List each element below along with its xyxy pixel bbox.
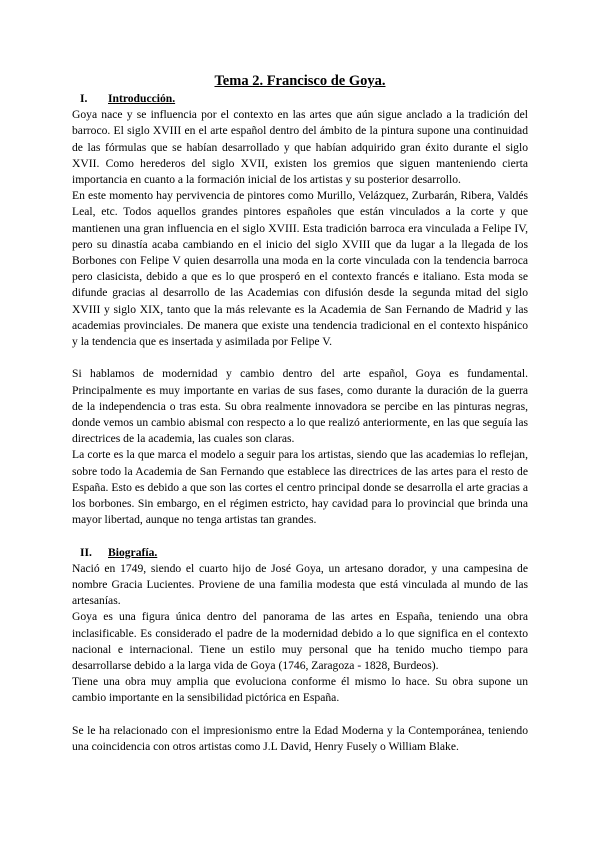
section-title: Biografía.	[108, 545, 158, 559]
paragraph: Nació en 1749, siendo el cuarto hijo de José Goya, un artesano dorador, y una campesina de nombre Gracia Lucientes. Proviene de una familia modesta que está vinculada al mundo de las artesanías.	[72, 561, 528, 608]
paragraph: Se le ha relacionado con el impresionismo entre la Edad Moderna y la Contemporánea, teniendo una coincidencia con otros artistas como J.L David, Henry Fusely o William Blake.	[72, 723, 528, 754]
section-title: Introducción.	[108, 92, 176, 105]
paragraph: Tiene una obra muy amplia que evoluciona conforme él mismo lo hace. Su obra supone un cambio importante en la sensibilidad pictórica en España.	[72, 675, 528, 705]
paragraph: En este momento hay pervivencia de pintores como Murillo, Velázquez, Zurbarán, Ribera, Valdés Leal, etc. Todos aquellos grandes pintores españoles que están vinculados a la corte y que mantienen una gran influencia en el siglo XVIII. Esta tradición barroca era vinculada a Felipe IV, pero su dinastía acaba cambiando en el inicio del siglo XVIII que da lugar a la llegada de los Borbones con Felipe V quien desarrolla una moda en la corte vinculada con la tendencia barroca pero clasicista, debido a que es lo que prosperó en el contexto francés e italiano. Esta moda se difunde gracias al desarrollo de las Academias con difusión desde la segunda mitad del siglo XVIII y siglo XIX, tanto que la más relevante es la Academia de San Fernando de Madrid y las academias provinciales. De manera que existe una tendencia tradicional en el contexto hispánico y la tendencia que es insertada y asimilada por Felipe V.	[72, 189, 528, 349]
paragraph: Goya nace y se influencia por el contexto en las artes que aún sigue anclado a la tradición del barroco. El siglo XVIII en el arte español dentro del ámbito de la pintura supone una continuidad de las fórmulas que se habían desarrollado y que habían adquirido gran éxito durante el siglo XVII. Como herederos del siglo XVII, existen los gremios que siguen manteniendo cierta importancia en cuanto a la formación inicial de los artistas y su posterior desarrollo.	[72, 108, 528, 186]
paragraph: La corte es la que marca el modelo a seguir para los artistas, siendo que las academias lo reflejan, sobre todo la Academia de San Fernando que establece las directrices de las artes para el resto de España. Esto es debido a que son las cortes el centro principal donde se desarrolla el arte gracias a los borbones. Sin embargo, en el régimen estricto, hay cavidad para lo provincial que brinda una mayor libertad, aunque no tenga artistas tan grandes.	[72, 448, 528, 527]
paragraph: Si hablamos de modernidad y cambio dentro del arte español, Goya es fundamental. Principalmente es muy importante en varias de sus fases, como durante la duración de la guerra de la independencia o tras esta. Su obra realmente innovadora se percibe en las pinturas negras, donde vemos un cambio abismal con respecto a lo que realizó anteriormente, en las que seguía las directrices de la academia, las cuales son claras.	[72, 367, 528, 446]
paragraph-spacer	[72, 707, 528, 723]
paragraph-spacer	[72, 350, 528, 366]
document-title: Tema 2. Francisco de Goya.	[214, 73, 386, 89]
paragraph-spacer	[72, 528, 528, 544]
section-heading-biografia	[72, 545, 528, 561]
section-number: II.	[80, 545, 92, 559]
paragraph: Goya es una figura única dentro del panorama de las artes en España, teniendo una obra inclasificable. Es considerado el padre de la modernidad debido a lo que significa en el contexto nacional e internacional. Tiene un estilo muy personal que ha tenido mucho tiempo para desarrollarse debido a la larga vida de Goya (1746, Zaragoza - 1828, Burdeos).	[72, 610, 528, 673]
section-number: I.	[80, 92, 88, 105]
document-body	[72, 72, 528, 755]
section-heading-introduccion	[72, 91, 528, 107]
